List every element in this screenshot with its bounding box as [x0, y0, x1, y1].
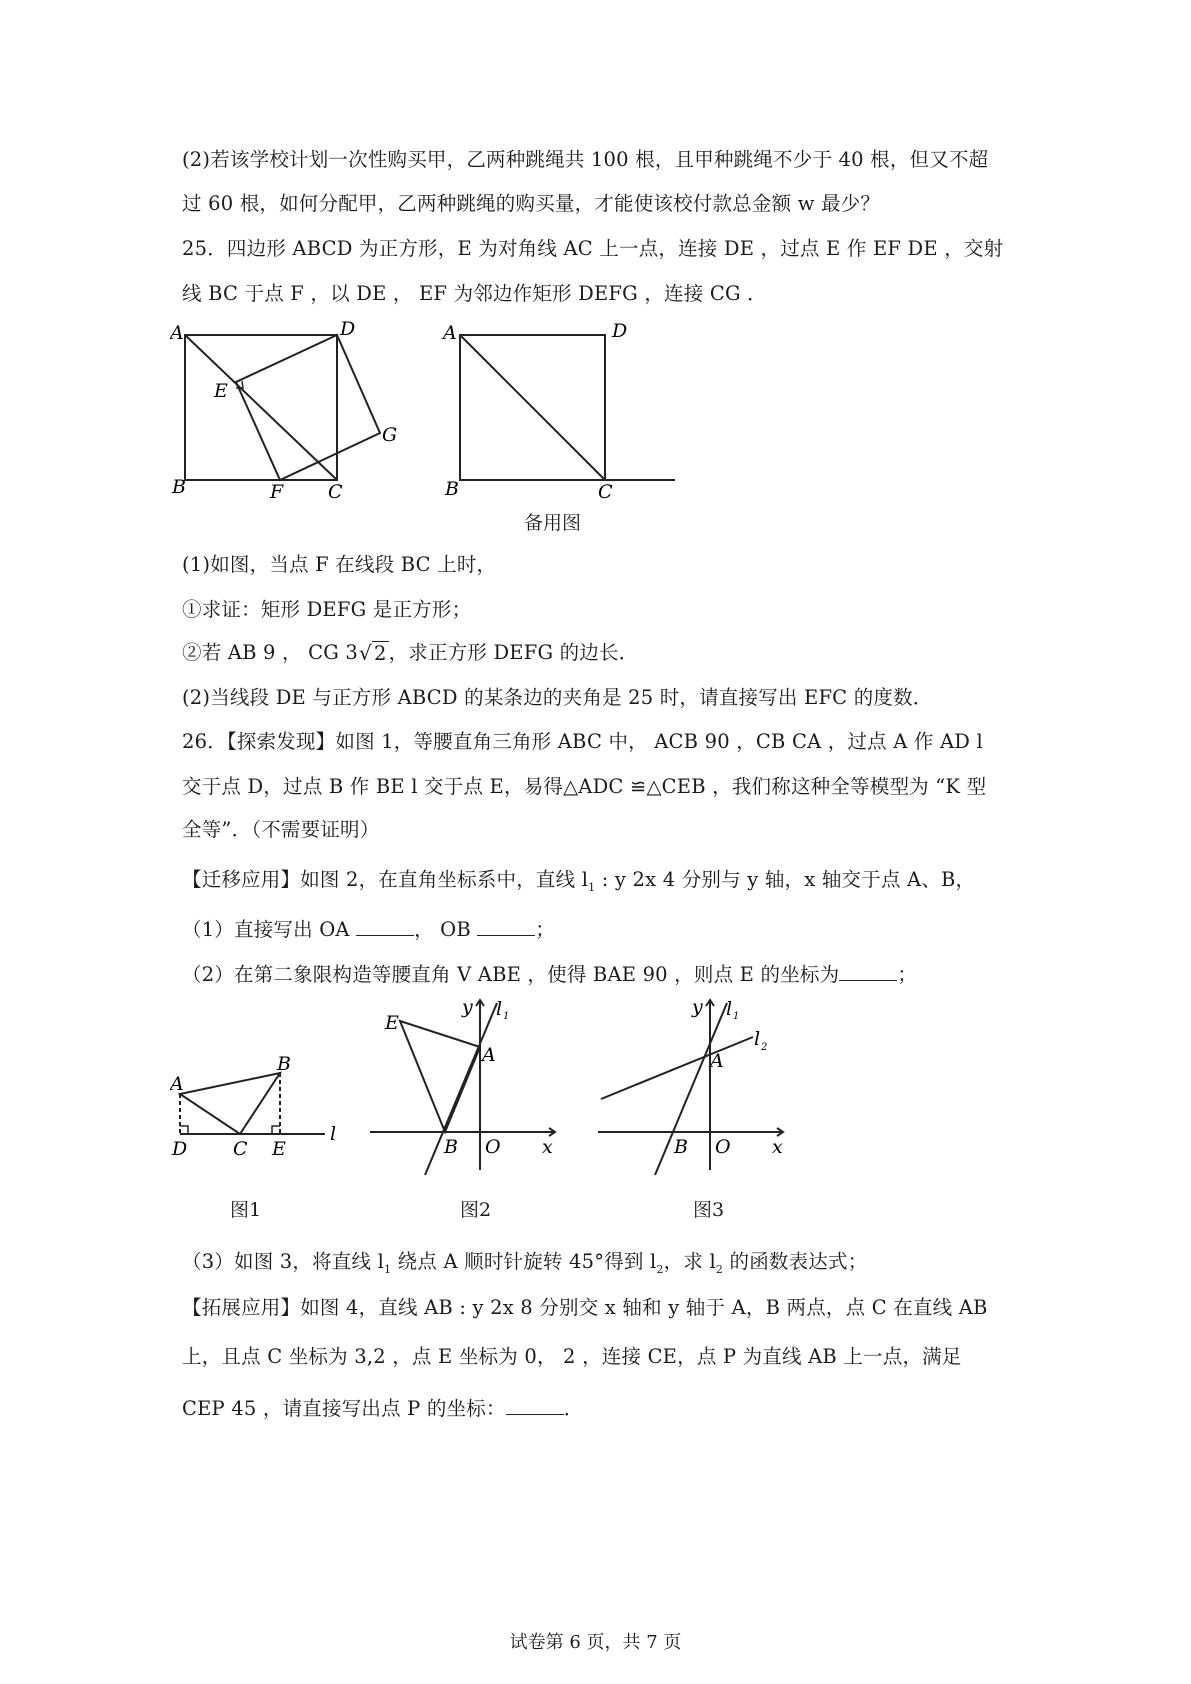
label-E: E	[385, 1012, 399, 1034]
label-l2-sub: 2	[761, 1042, 768, 1053]
text-line: （3）如图 3，将直线 $l_1$ 绕点 A 顺时针旋转 45°得到 $l_2$，求 $l_2$ 的函数表达式；	[182, 1250, 868, 1276]
label-A: A	[170, 322, 184, 344]
answer-blank-E[interactable]	[839, 962, 897, 981]
label-C: C	[598, 481, 613, 503]
label-l1: l	[496, 998, 503, 1020]
label-O: O	[715, 1136, 731, 1158]
label-A: A	[710, 1050, 724, 1072]
label-D: D	[172, 1138, 188, 1160]
text-line: 【拓展应用】如图 4，直线 AB : y 2x 8 分别交 x 轴和 y 轴于 A，B 两点，点 C 在直线 AB	[182, 1296, 988, 1319]
text-line: （1）直接写出 OA ， OB ；	[182, 918, 555, 941]
label-F: F	[270, 481, 284, 503]
text-line: (2)当线段 DE 与正方形 ABCD 的某条边的夹角是 25 时，请直接写出 EFC 的度数．	[182, 686, 933, 709]
label-D: D	[612, 320, 628, 342]
text-line: ②若 AB 9 ， CG 3√ 2 ，求正方形 DEFG 的边长．	[182, 641, 639, 665]
label-A: A	[170, 1073, 184, 1095]
text-line: 过 60 根，如何分配甲，乙两种跳绳的购买量，才能使该校付款总金额 w 最少？	[182, 192, 881, 215]
sqrt-symbol: √ 2	[359, 641, 387, 665]
label-l2: l	[754, 1028, 761, 1050]
caption-fig3: 图3	[693, 1199, 725, 1221]
figure-3	[598, 995, 798, 1185]
caption-fig2: 图2	[460, 1199, 492, 1221]
label-l1: l	[726, 998, 733, 1020]
text-line: (1)如图，当点 F 在线段 BC 上时，	[182, 553, 497, 576]
text-line: (2)若该学校计划一次性购买甲，乙两种跳绳共 100 根，且甲种跳绳不少于 40 根，但又不超	[182, 148, 989, 171]
text-line: 线 BC 于点 F ，以 DE ， EF 为邻边作矩形 DEFG ，连接 CG ．	[182, 282, 767, 305]
label-B: B	[444, 1136, 458, 1158]
caption-backup: 备用图	[524, 512, 582, 534]
label-E: E	[214, 380, 228, 402]
label-C: C	[328, 481, 343, 503]
label-y: y	[692, 996, 703, 1018]
text-line: 上，且点 C 坐标为 3,2 ，点 E 坐标为 0， 2 ，连接 CE，点 P 为直线 AB 上一点，满足	[182, 1345, 962, 1368]
answer-blank-OB[interactable]	[477, 917, 535, 936]
label-D: D	[340, 318, 356, 340]
label-A: A	[482, 1044, 496, 1066]
text-line: （2）在第二象限构造等腰直角 V ABE ，使得 BAE 90 ，则点 E 的坐标为 ；	[182, 963, 918, 986]
figure-25-main	[170, 315, 410, 510]
label-G: G	[382, 424, 398, 446]
label-y: y	[462, 996, 473, 1018]
text-line: 交于点 D，过点 B 作 BE l 交于点 E，易得△ADC ≌△CEB ，我们称这种全等模型为 “K 型	[182, 775, 987, 798]
figure-2	[370, 995, 570, 1185]
text-line: 全等”．（不需要证明）	[182, 818, 380, 841]
label-x: x	[772, 1136, 783, 1158]
problem-26-statement: 26．【探索发现】如图 1，等腰直角三角形 ABC 中， ACB 90 ，CB CA ，过点 A 作 AD l	[182, 730, 983, 753]
page-footer: 试卷第 6 页，共 7 页	[509, 1632, 682, 1653]
label-l1-sub: 1	[503, 1011, 510, 1022]
label-O: O	[485, 1136, 501, 1158]
answer-blank-OA[interactable]	[356, 917, 414, 936]
label-B: B	[172, 476, 186, 498]
label-A: A	[443, 322, 457, 344]
text-line: CEP 45 ，请直接写出点 P 的坐标： ．	[182, 1397, 584, 1420]
text-line: ①求证：矩形 DEFG 是正方形；	[182, 598, 472, 621]
caption-fig1: 图1	[230, 1199, 262, 1221]
problem-25-statement: 25．四边形 ABCD 为正方形，E 为对角线 AC 上一点，连接 DE ，过点 E 作 EF DE ，交射	[182, 237, 1004, 260]
label-B: B	[445, 478, 459, 500]
text-line: 【迁移应用】如图 2，在直角坐标系中，直线 $l_1$ : y 2x 4 分别与 y 轴，x 轴交于点 A、B，	[182, 868, 976, 894]
label-E: E	[272, 1138, 286, 1160]
figure-1	[170, 1048, 345, 1163]
label-C: C	[233, 1138, 248, 1160]
label-l: l	[330, 1123, 337, 1145]
label-B: B	[277, 1053, 291, 1075]
label-B: B	[674, 1136, 688, 1158]
answer-blank-P[interactable]	[506, 1396, 564, 1415]
label-l1-sub: 1	[733, 1011, 740, 1022]
figure-25-backup	[440, 315, 680, 535]
label-x: x	[542, 1136, 553, 1158]
